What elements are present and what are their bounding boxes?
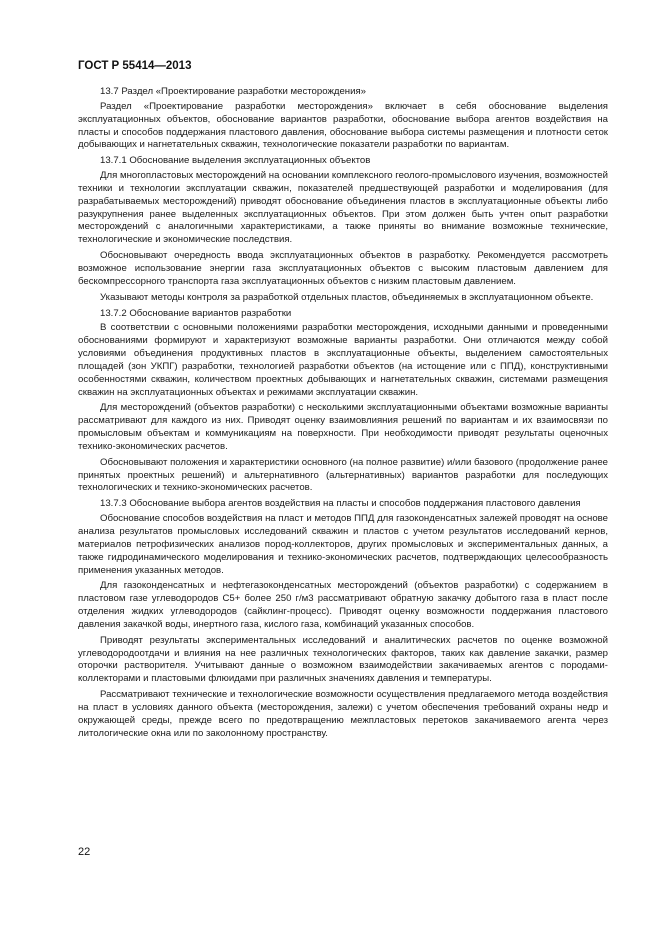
- paragraph: Рассматривают технические и технологические возможности осуществления предлагаемого метода воздействия на пласт в условиях данного объекта (месторождения, залежи) с учетом обеспечения требований охраны недр и окружающей среды, прежде всего по предотвращению межпластовых перетоков закачиваемого агента через литологические окна или по заколонному пространству.: [78, 689, 608, 739]
- section-heading: 13.7.1 Обоснование выделения эксплуатационных объектов: [100, 155, 371, 167]
- paragraph: Для многопластовых месторождений на основании комплексного геолого-промыслового изучения, возможностей техники и технологии эксплуатации скважин, показателей предшествующей разработки и моделирования (для разрабатываемых месторождений) приводят обоснование объединения пластов в эксплуатационные объекты либо разукрупнения ранее выделенных эксплуатационных объектов. При этом должен быть учтен опыт разработки месторождений с аналогичными характеристиками, а также приняты во внимание возможные технические, технологические и экономические последствия.: [78, 170, 608, 246]
- paragraph: Приводят результаты экспериментальных исследований и аналитических расчетов по оценке возможной углеводородоотдачи и влияния на нее различных технологических факторов, таких как давление закачки, размер оторочки растворителя. Учитывают данные о возможном взаимодействии закачиваемых агентов с породами-коллекторами и пластовыми флюидами при различных значениях давления и температуры.: [78, 634, 608, 685]
- paragraph: Указывают методы контроля за разработкой отдельных пластов, объединяемых в эксплуатационном объекте.: [100, 291, 594, 303]
- paragraph: Раздел «Проектирование разработки месторождения» включает в себя обоснование выделения эксплуатационных объектов, обоснование вариантов разработки, обоснование выбора агентов воздействия на пласты и способов поддержания пластового давления, обоснование выбора системы размещения и плотности сеток добывающих и нагнетательных скважин, технологические показатели разработки по вариантам.: [78, 100, 608, 151]
- paragraph: Для газоконденсатных и нефтегазоконденсатных месторождений (объектов разработки) с содержанием в пластовом газе углеводородов С5+ более 250 г/м3 рассматривают обратную закачку добытого газа в пласт после отделения жидких углеводородов (сайклинг-процесс). Приводят оценку возможности поддержания пластового давления закачкой воды, инертного газа, кислого газа, комбинаций указанных способов.: [78, 580, 608, 630]
- section-heading: 13.7.3 Обоснование выбора агентов воздействия на пласты и способов поддержания пластового давления: [100, 498, 581, 510]
- standard-header: ГОСТ Р 55414—2013: [78, 60, 192, 72]
- paragraph: Обосновывают очередность ввода эксплуатационных объектов в разработку. Рекомендуется рассмотреть возможное использование энергии газа эксплуатационных объектов с высоким пластовым давлением для бескомпрессорного транспорта газа эксплуатационных объектов с низким пластовым давлением.: [78, 250, 608, 287]
- page-number: 22: [78, 846, 91, 858]
- section-heading: 13.7 Раздел «Проектирование разработки месторождения»: [100, 86, 366, 97]
- paragraph: Для месторождений (объектов разработки) с несколькими эксплуатационными объектами возможные варианты рассматривают для каждого из них. Приводят оценку взаимовлияния решений по вариантам и их взаимосвязи по промысловым объектам и коммуникациям на поверхности. При необходимости приводят результаты оценочных технико-экономических расчетов.: [78, 402, 608, 452]
- section-heading: 13.7.2 Обоснование вариантов разработки: [100, 307, 292, 319]
- paragraph: В соответствии с основными положениями разработки месторождения, исходными данными и проведенными обоснованиями формируют и характеризуют возможные варианты разработки. Они отличаются между собой условиями объединения продуктивных пластов в эксплуатационные объекты, выделением самостоятельных площадей (зон УКПГ) разработки, технологией разработки объектов (на истощение или с ППД), конструктивными особенностями скважин, количеством проектных добывающих и нагнетательных скважин, системами размещения скважин на эксплуатационных объектах и режимами эксплуатации скважин.: [78, 322, 608, 398]
- paragraph: Обоснование способов воздействия на пласт и методов ППД для газоконденсатных залежей проводят на основе анализа результатов промысловых исследований скважин и пластов с учетом результатов исследований кернов, материалов петрофизических анализов пород-коллекторов, других промысловых и экспериментальных данных, а также гидродинамического моделирования и технико-экономических расчетов, подтверждающих целесообразность применения указанных методов.: [78, 513, 608, 576]
- paragraph: Обосновывают положения и характеристики основного (на полное развитие) и/или базового (продолжение ранее принятых проектных решений) и альтернативного (альтернативных) вариантов разработки для последующих технологических и технико-экономических расчетов.: [78, 456, 608, 494]
- document-body: [78, 86, 608, 744]
